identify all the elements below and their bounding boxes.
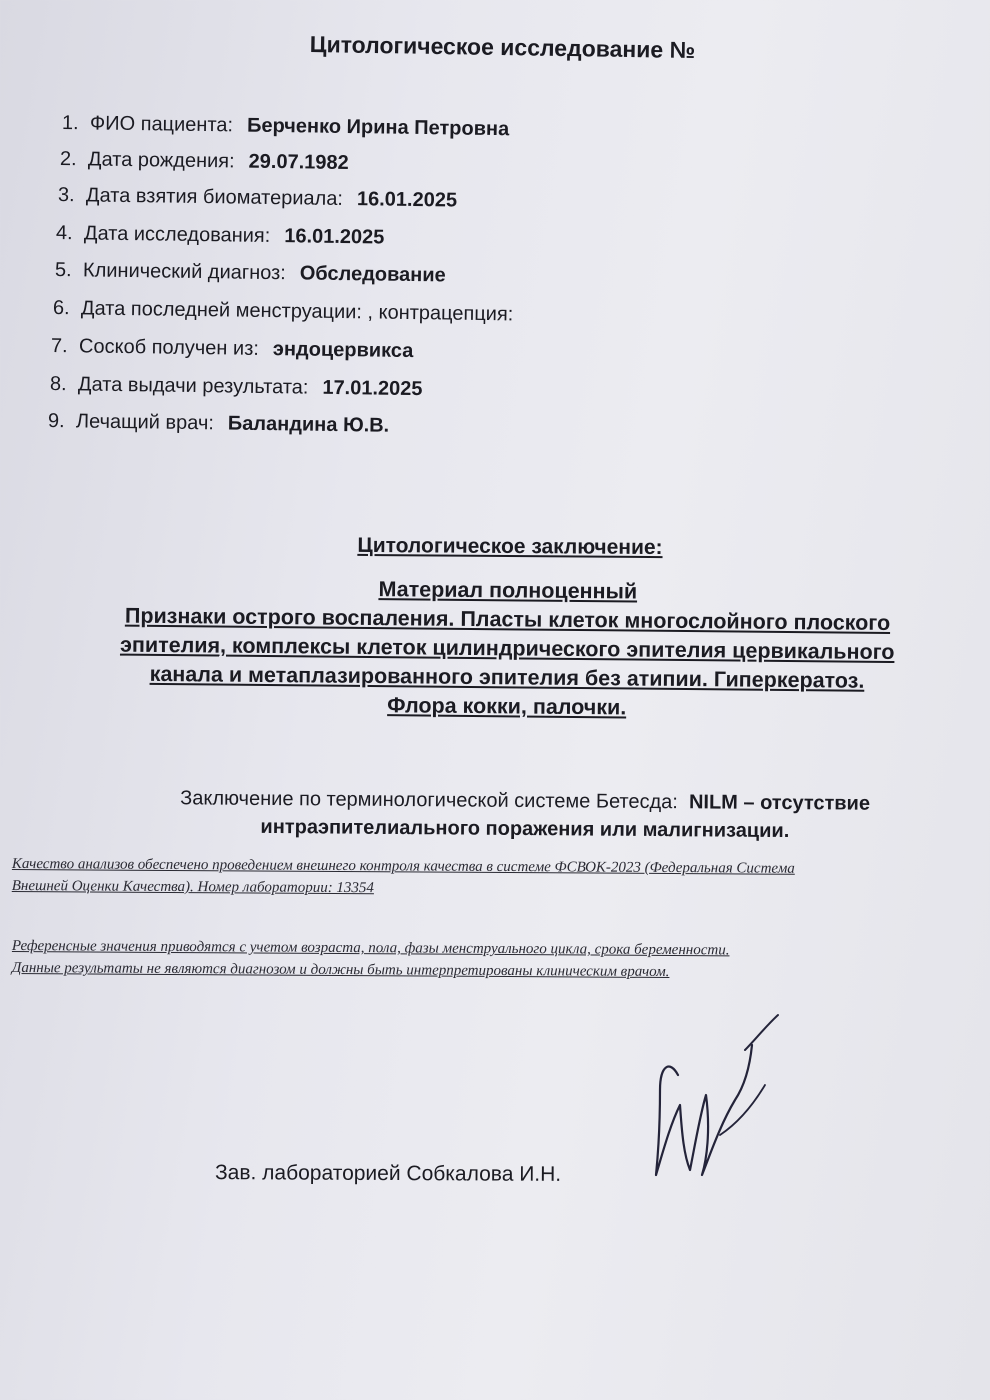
field-attending-doctor: 9. Лечащий врач: Баландина Ю.В. bbox=[47, 410, 390, 437]
quality-note: Качество анализов обеспечено проведением внешнего контроля качества в системе ФСВОК-2023 (Федеральная Система Внешней Оценки Качества). Номер лаборатории: 13354 bbox=[11, 855, 795, 897]
conclusion-line: Материал полноценный bbox=[378, 577, 638, 604]
field-study-date: 4. Дата исследования: 16.01.2025 bbox=[55, 222, 385, 249]
field-sample-source: 7. Соскоб получен из: эндоцервикса bbox=[50, 335, 414, 363]
bethesda-conclusion bbox=[140, 784, 910, 846]
signature bbox=[640, 1005, 780, 1195]
conclusion-line: Флора кокки, палочки. bbox=[387, 693, 627, 720]
field-sample-date: 3. Дата взятия биоматериала: 16.01.2025 bbox=[57, 184, 458, 212]
conclusion-line: эпителия, комплексы клеток цилиндрического эпителия цервикального bbox=[119, 632, 895, 665]
field-last-menstruation: 6. Дата последней менструации: , контрацепция: bbox=[52, 297, 514, 326]
conclusion-line: канала и метаплазированного эпителия без атипии. Гиперкератоз. bbox=[149, 661, 865, 693]
reference-note: Референсные значения приводятся с учетом возраста, пола, фазы менструального цикла, срока беременности. Данные результаты не являются диагнозом и должны быть интерпретированы клиническим врачом. bbox=[11, 937, 730, 981]
lab-head-signature-line: Зав. лабораторией Собкалова И.Н. bbox=[214, 1161, 562, 1186]
bethesda-value-line1: NILM – отсутствие bbox=[688, 791, 871, 815]
bethesda-label: Заключение по терминологической системе Бетесда: bbox=[180, 787, 678, 814]
document-title: Цитологическое исследование № bbox=[309, 30, 696, 64]
field-birth-date: 2. Дата рождения: 29.07.1982 bbox=[59, 148, 349, 175]
field-patient-name: 1. ФИО пациента: Берченко Ирина Петровна bbox=[61, 112, 510, 141]
field-clinical-diagnosis: 5. Клинический диагноз: Обследование bbox=[54, 259, 446, 287]
bethesda-value-line2: интраэпителиального поражения или малигнизации. bbox=[260, 815, 790, 843]
field-result-date: 8. Дата выдачи результата: 17.01.2025 bbox=[49, 373, 423, 401]
conclusion-line: Признаки острого воспаления. Пласты клеток многослойного плоского bbox=[124, 603, 891, 635]
conclusion-heading: Цитологическое заключение: bbox=[357, 533, 663, 560]
conclusion-text bbox=[57, 572, 958, 726]
